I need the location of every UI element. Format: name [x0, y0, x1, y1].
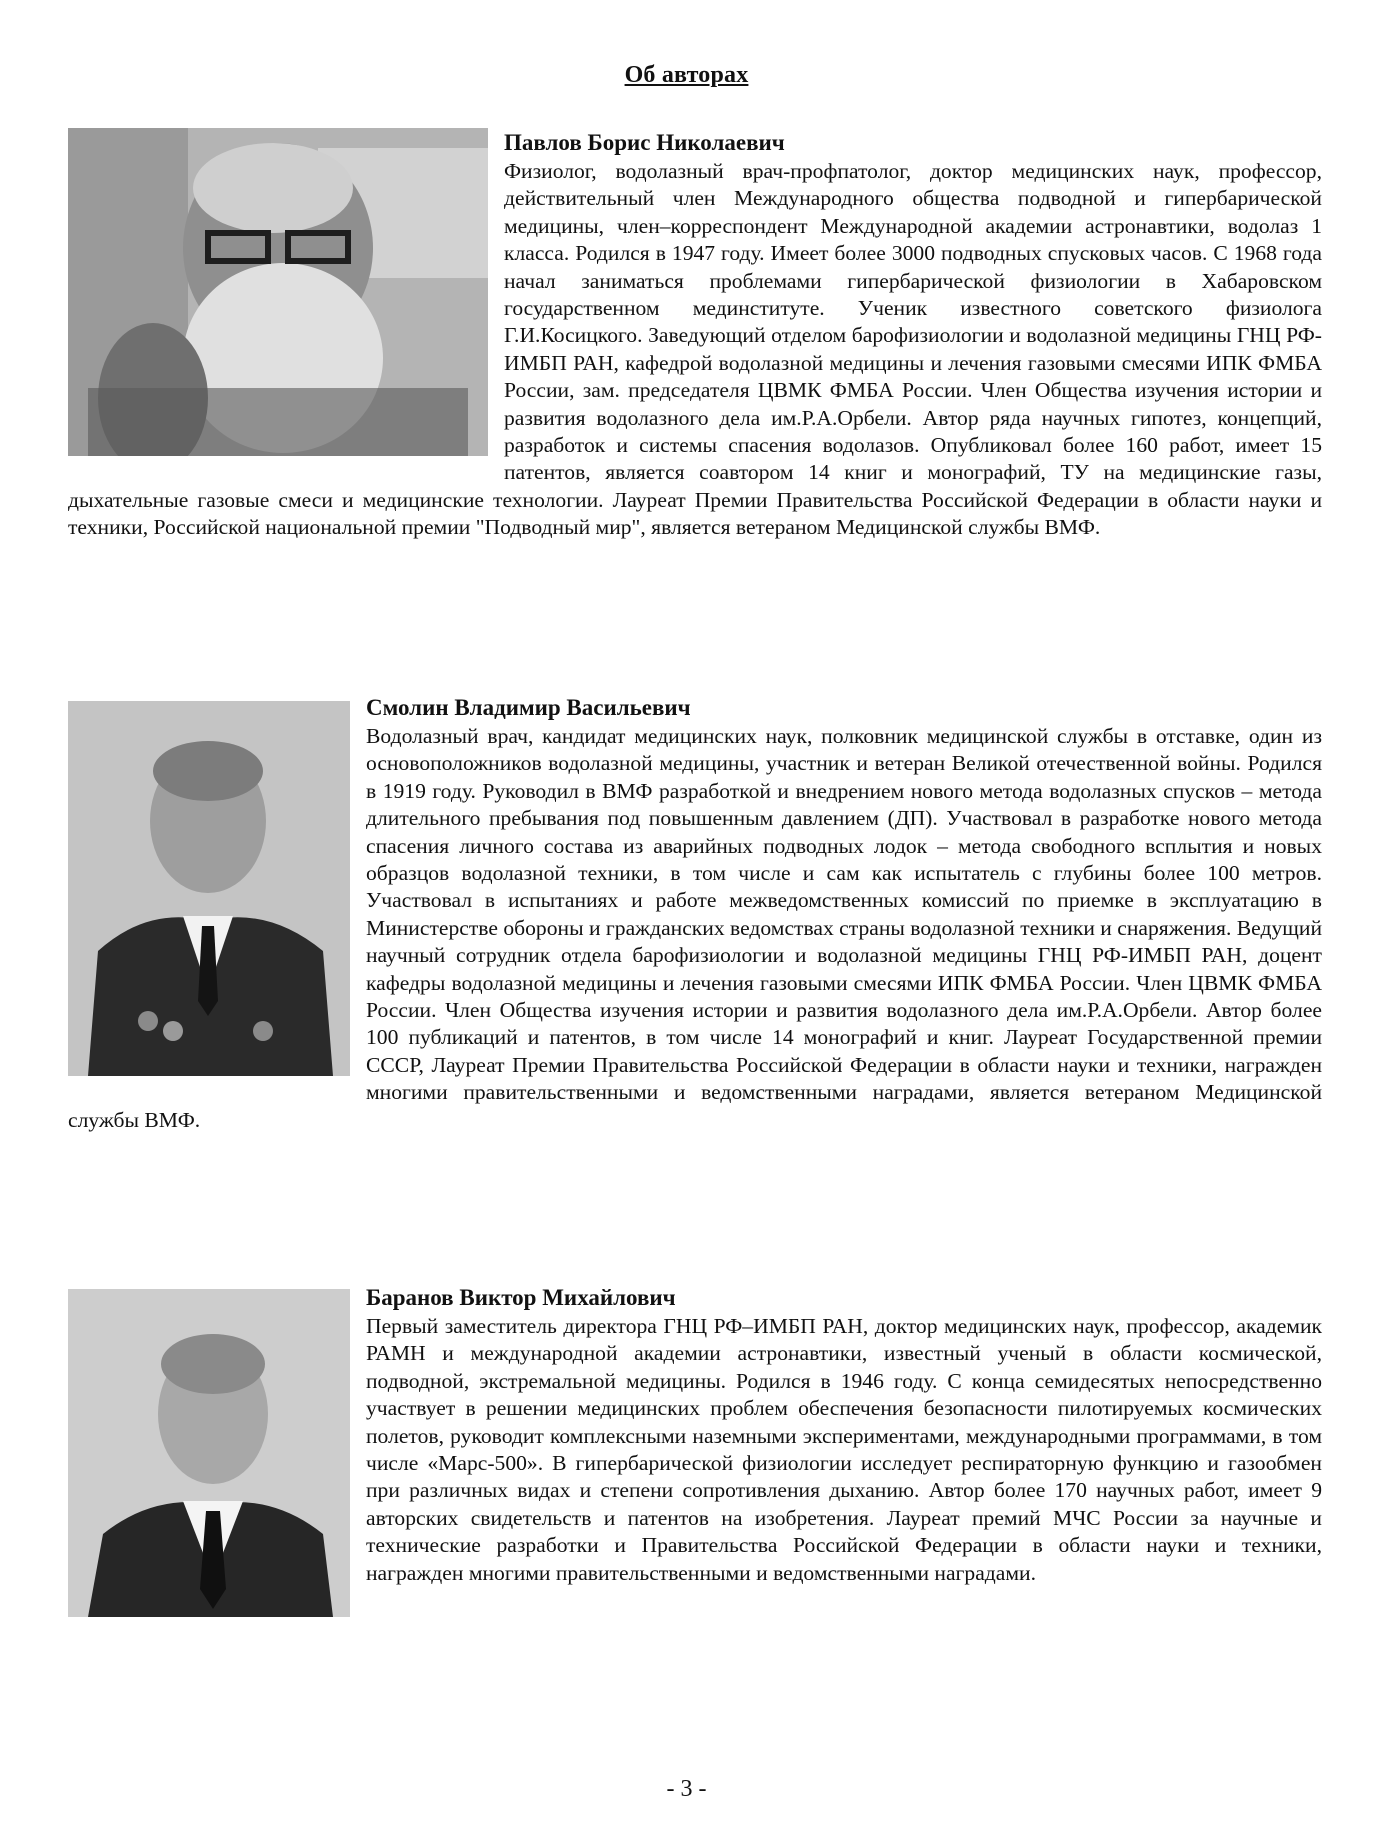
author-name-pavlov: Павлов Борис Николаевич [504, 130, 785, 155]
author-photo-baranov [68, 1289, 350, 1617]
author-photo-smolin [68, 701, 350, 1076]
author-bio-smolin [68, 693, 1322, 1134]
page-number: - 3 - [666, 1776, 707, 1802]
author-text-baranov: Первый заместитель директора ГНЦ РФ–ИМБП РАН, доктор медицинских наук, профессор, академик РАМН и международной академии астронавтики, известный ученый в области космической, подводной, экстремальной медицины. Родился в 1946 году. С конца семидесятых непосредственно участвует в решении медицинских проблем обеспечения безопасности пилотируемых космических полетов, руководит комплексными наземными экспериментами, международными программами, в том числе «Марс-500». В гипербарической физиологии исследует респираторную функцию и газообмен при различных видах и степени сопротивления дыханию. Автор более 170 научных работ, имеет 9 авторских свидетельств и патентов на изобретения. Лауреат премий МЧС России за научные и технические разработки и Правительства Российской Федерации в области науки и техники, награжден многими правительственными и ведомственными наградами. [366, 1314, 1322, 1585]
portrait-photo-icon [68, 1289, 350, 1617]
author-name-smolin: Смолин Владимир Васильевич [366, 695, 691, 720]
author-text-pavlov: Физиолог, водолазный врач-профпатолог, доктор медицинских наук, профессор, действительный член Международного общества подводной и гипербарической медицины, член–корреспондент Международной академии астронавтики, водолаз 1 класса. Родился в 1947 году. Имеет более 3000 подводных спусковых часов. С 1968 года начал заниматься проблемами гипербарической физиологии в Хабаровском государственном мединституте. Ученик известного советского физиолога Г.И.Косицкого. Заведующий отделом барофизиологии и водолазной медицины ГНЦ РФ-ИМБП РАН, кафедрой водолазной медицины и лечения газовыми смесями ИПК ФМБА России, зам. председателя ЦВМК ФМБА России. Член Общества изучения истории и развития водолазного дела им.Р.А.Орбели. Автор ряда научных гипотез, концепций, разработок и системы спасения водолазов. Опубликовал более 160 работ, имеет 15 патентов, является соавтором 14 книг и монографий, ТУ на медицинские газы, дыхательные газовые смеси и медицинские технологии. Лауреат Премии Правительства Российской Федерации в области науки и техники, Российской национальной премии "Подводный мир", является ветераном Медицинской службы ВМФ. [68, 159, 1322, 540]
page-title: Об авторах [624, 62, 749, 88]
author-photo-pavlov [68, 128, 488, 456]
author-bio-pavlov [68, 128, 1322, 542]
portrait-photo-icon [68, 701, 350, 1076]
author-text-smolin: Водолазный врач, кандидат медицинских наук, полковник медицинской службы в отставке, один из основоположников водолазной медицины, участник и ветеран Великой отечественной войны. Родился в 1919 году. Руководил в ВМФ разработкой и внедрением нового метода водолазных спусков – метода длительного пребывания под повышенным давлением (ДП). Участвовал в разработке нового метода спасения личного состава из аварийных подводных лодок – метода свободного всплытия и новых образцов водолазной техники, в том числе и сам как испытатель с глубины более 100 метров. Участвовал в испытаниях и работе межведомственных комиссий по приемке в эксплуатацию в Министерстве обороны и гражданских ведомствах страны водолазной техники и снаряжения. Ведущий научный сотрудник отдела барофизиологии и водолазной медицины ГНЦ РФ-ИМБП РАН, доцент кафедры водолазной медицины и лечения газовыми смесями ИПК ФМБА России. Член ЦВМК ФМБА России. Член Общества изучения истории и развития водолазного дела им.Р.А.Орбели. Автор более 100 публикаций и патентов, в том числе 14 монографий и книг. Лауреат Государственной премии СССР, Лауреат Премии Правительства Российской Федерации в области науки и техники, награжден многими правительственными и ведомственными наградами, является ветераном Медицинской службы ВМФ. [68, 724, 1322, 1132]
portrait-photo-icon [68, 128, 488, 456]
author-bio-baranov [68, 1283, 1322, 1623]
author-name-baranov: Баранов Виктор Михайлович [366, 1285, 676, 1310]
